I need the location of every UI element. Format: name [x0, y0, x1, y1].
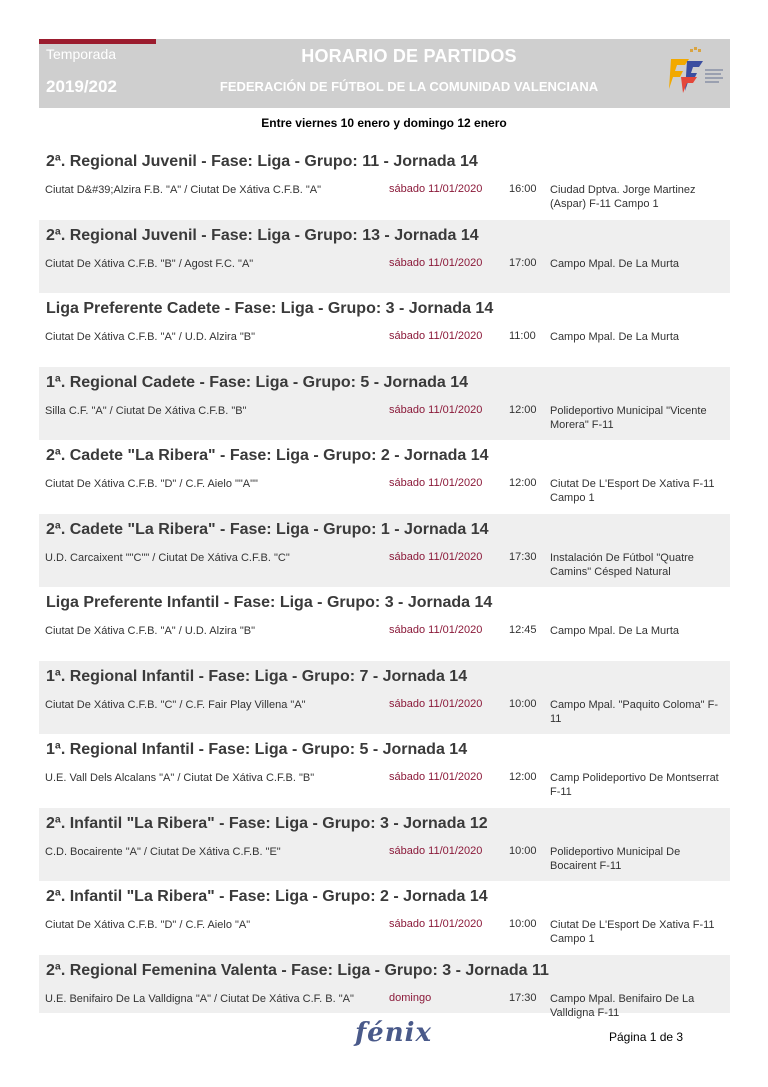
teams: Ciutat De Xátiva C.F.B. "A" / U.D. Alzira "B"	[45, 625, 256, 637]
teams: Silla C.F. "A" / Ciutat De Xátiva C.F.B. "B"	[45, 404, 247, 417]
season-label: Temporada	[46, 46, 117, 62]
match-time: 12:45	[509, 624, 537, 636]
match-block	[39, 146, 730, 220]
teams: U.D. Carcaixent ""C"" / Ciutat De Xátiva C.F.B. "C"	[45, 551, 290, 564]
teams: Ciutat De Xátiva C.F.B. "B" / Agost F.C. "A"	[45, 257, 254, 270]
match-block	[39, 367, 730, 441]
match-block	[39, 220, 730, 294]
page-number: Página 1 de 3	[609, 1030, 684, 1044]
competition-title: 2ª. Infantil "La Ribera" - Fase: Liga - Grupo: 3 - Jornada 12	[46, 814, 488, 832]
match-date: sábado 11/01/2020	[389, 183, 483, 195]
date-range: Entre viernes 10 enero y domingo 12 enero	[261, 116, 507, 130]
teams: Ciutat De Xátiva C.F.B. "D" / C.F. Aielo "A"	[45, 919, 251, 931]
venue: Instalación De Fútbol "Quatre Camins" Césped Natural	[550, 551, 694, 578]
document-header	[39, 39, 730, 108]
competition-title: 2ª. Infantil "La Ribera" - Fase: Liga - Grupo: 2 - Jornada 14	[46, 888, 488, 905]
match-date: sábado 11/01/2020	[389, 477, 483, 489]
match-time: 10:00	[509, 918, 537, 930]
match-time: 17:30	[509, 991, 537, 1004]
venue: Ciutat De L'Esport De Xativa F-11 Campo 1	[550, 478, 715, 504]
match-time: 17:30	[509, 550, 537, 563]
competition-title: 2ª. Regional Juvenil - Fase: Liga - Grupo: 13 - Jornada 14	[46, 226, 479, 244]
competition-title: 2ª. Cadete "La Ribera" - Fase: Liga - Grupo: 1 - Jornada 14	[46, 520, 489, 538]
competition-title: 2ª. Regional Juvenil - Fase: Liga - Grupo: 11 - Jornada 14	[46, 153, 478, 170]
match-block	[39, 587, 730, 661]
venue: Ciutat De L'Esport De Xativa F-11 Campo 1	[550, 919, 715, 945]
match-block	[39, 734, 730, 808]
match-time: 17:00	[509, 256, 537, 269]
match-date: sábado 11/01/2020	[389, 844, 483, 857]
match-time: 11:00	[509, 330, 536, 342]
match-time: 10:00	[509, 844, 537, 857]
venue: Polideportivo Municipal De Bocairent F-11	[550, 845, 681, 872]
venue: Campo Mpal. De La Murta	[550, 625, 679, 637]
teams: C.D. Bocairente "A" / Ciutat De Xátiva C.F.B. "E"	[45, 845, 281, 858]
venue: Ciudad Dptva. Jorge Martinez (Aspar) F-11 Campo 1	[550, 184, 696, 210]
venue: Campo Mpal. Benifairo De La Valldigna F-11	[550, 992, 695, 1019]
match-block	[39, 955, 730, 1019]
teams: Ciutat De Xátiva C.F.B. "C" / C.F. Fair Play Villena "A"	[45, 698, 306, 711]
match-block	[39, 440, 730, 514]
match-date: sábado 11/01/2020	[389, 403, 483, 416]
page-subtitle: FEDERACIÓN DE FÚTBOL DE LA COMUNIDAD VALENCIANA	[219, 79, 599, 94]
match-date: sábado 11/01/2020	[389, 697, 483, 710]
venue: Camp Polideportivo De Montserrat F-11	[550, 772, 719, 798]
match-date: sábado 11/01/2020	[389, 624, 483, 636]
match-date: sábado 11/01/2020	[389, 918, 483, 930]
match-list	[39, 146, 730, 1019]
match-date: sábado 11/01/2020	[389, 771, 483, 783]
match-time: 12:00	[509, 403, 537, 416]
teams: Ciutat De Xátiva C.F.B. "A" / U.D. Alzira "B"	[45, 331, 256, 343]
match-date: domingo	[389, 991, 432, 1004]
competition-title: 2ª. Regional Femenina Valenta - Fase: Liga - Grupo: 3 - Jornada 11	[46, 961, 549, 979]
venue: Campo Mpal. "Paquito Coloma" F-11	[550, 698, 718, 725]
match-time: 12:00	[509, 477, 537, 489]
venue: Campo Mpal. De La Murta	[550, 257, 679, 270]
match-block	[39, 881, 730, 955]
match-block	[39, 661, 730, 735]
match-time: 12:00	[509, 771, 537, 783]
teams: Ciutat D&#39;Alzira F.B. "A" / Ciutat De Xátiva C.F.B. "A"	[45, 184, 322, 196]
teams: U.E. Benifairo De La Valldigna "A" / Ciutat De Xátiva C.F. B. "A"	[45, 992, 354, 1005]
match-time: 10:00	[509, 697, 537, 710]
fenix-logo: fénix	[355, 1018, 433, 1048]
venue: Campo Mpal. De La Murta	[550, 331, 679, 343]
match-block	[39, 514, 730, 588]
match-time: 16:00	[509, 183, 537, 195]
competition-title: 1ª. Regional Cadete - Fase: Liga - Grupo: 5 - Jornada 14	[46, 373, 469, 391]
competition-title: 2ª. Cadete "La Ribera" - Fase: Liga - Grupo: 2 - Jornada 14	[46, 447, 489, 464]
accent-bar	[39, 39, 156, 44]
competition-title: 1ª. Regional Infantil - Fase: Liga - Grupo: 7 - Jornada 14	[46, 667, 468, 685]
match-date: sábado 11/01/2020	[389, 550, 483, 563]
venue: Polideportivo Municipal "Vicente Morera" F-11	[550, 404, 707, 431]
competition-title: Liga Preferente Cadete - Fase: Liga - Grupo: 3 - Jornada 14	[46, 300, 494, 317]
teams: U.E. Vall Dels Alcalans "A" / Ciutat De Xátiva C.F.B. "B"	[45, 772, 315, 784]
competition-title: 1ª. Regional Infantil - Fase: Liga - Grupo: 5 - Jornada 14	[46, 741, 468, 758]
teams: Ciutat De Xátiva C.F.B. "D" / C.F. Aielo ""A""	[45, 478, 258, 490]
ffcv-logo-icon	[667, 47, 725, 99]
match-date: sábado 11/01/2020	[389, 256, 483, 269]
match-block	[39, 293, 730, 367]
match-date: sábado 11/01/2020	[389, 330, 483, 342]
match-block	[39, 808, 730, 882]
competition-title: Liga Preferente Infantil - Fase: Liga - Grupo: 3 - Jornada 14	[46, 594, 493, 611]
season-value: 2019/202	[46, 77, 117, 96]
page-title: HORARIO DE PARTIDOS	[301, 46, 517, 66]
